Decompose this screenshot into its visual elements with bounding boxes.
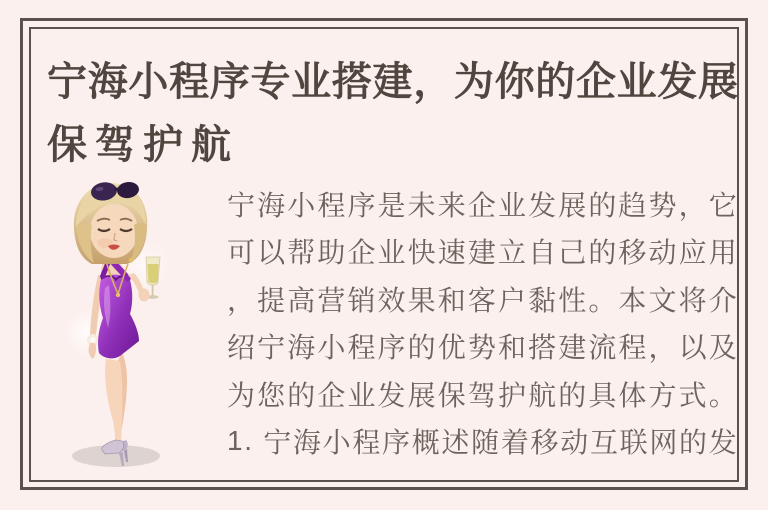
title-line-1: 宁 海 小 程 序 专 业 搭 建 ， 为 你 的 企 业 发 展 (47, 58, 738, 105)
title-line-2: 保驾护航 (47, 121, 239, 168)
body-line: 可 以 帮 助 企 业 快 速 建 立 自 己 的 移 动 应 用 (227, 237, 737, 269)
cartoon-woman-graphic (42, 163, 202, 475)
body-line: 为 您 的 企 业 发 展 保 驾 护 航 的 具 体 方 式 。 (227, 379, 737, 411)
shoe-front (102, 440, 124, 454)
body-line: ， 提 高 营 销 效 果 和 客 户 黏 性 。 本 文 将 介 (227, 284, 737, 316)
body-line: 1 . 宁 海 小 程 序 概 述 随 着 移 动 互 联 网 的 发 (227, 425, 737, 459)
woman-champagne-illustration (42, 163, 202, 475)
article-body (227, 180, 737, 465)
earring (129, 258, 134, 263)
leg-front (105, 359, 122, 442)
body-line: 宁 海 小 程 序 是 未 来 企 业 发 展 的 趋 势 ， 它 (227, 189, 737, 221)
face (90, 204, 138, 258)
body-line: 绍 宁 海 小 程 序 的 优 势 和 搭 建 流 程 ， 以 及 (227, 332, 737, 364)
article-title (47, 50, 738, 176)
